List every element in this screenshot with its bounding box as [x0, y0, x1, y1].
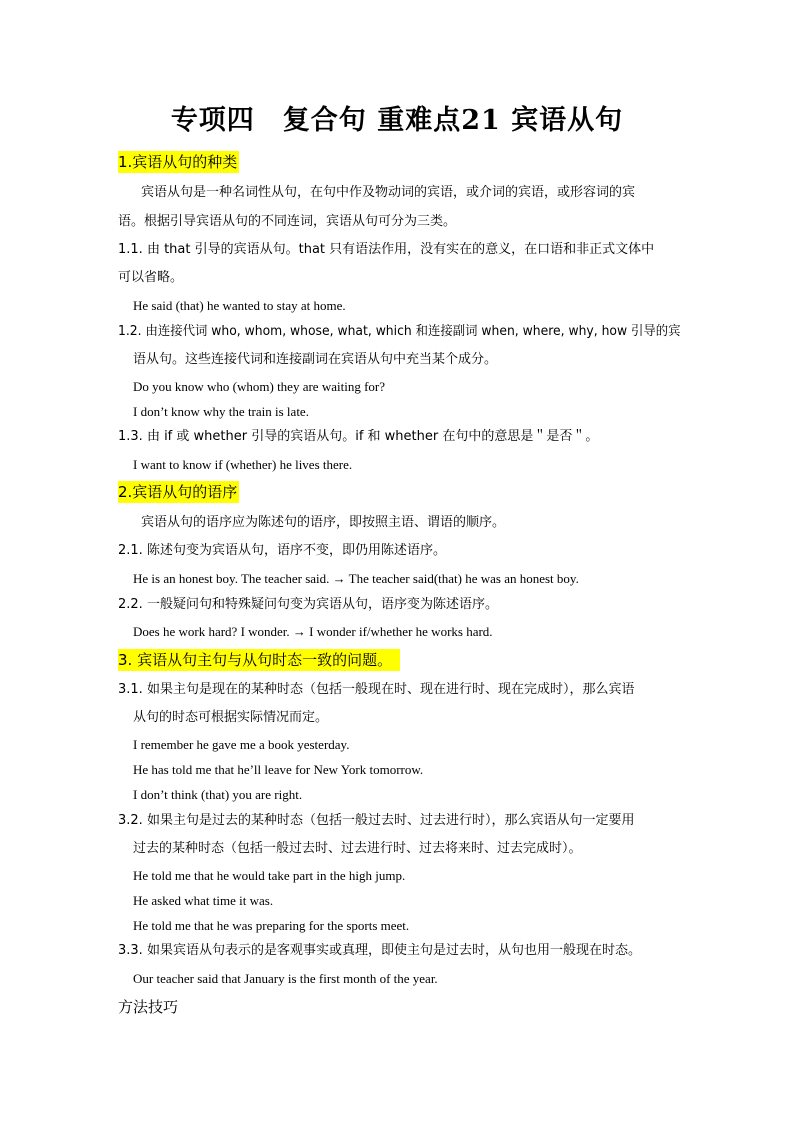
item-3-2-line-2: 过去的某种时态（包括一般过去时、过去进行时、过去将来时、过去完成时）。 — [133, 841, 582, 856]
section-1-heading: 1.宾语从句的种类 — [118, 153, 238, 171]
page-title: 专项四 复合句 重难点21 宾语从句 — [170, 105, 624, 136]
example-3-1-c: I don’t think (that) you are right. — [133, 787, 303, 802]
item-3-1-line-2: 从句的时态可根据实际情况而定。 — [133, 710, 329, 725]
example-3-2-b: He asked what time it was. — [133, 893, 274, 908]
section-1-intro-line-2: 语。根据引导宾语从句的不同连词，宾语从句可分为三类。 — [118, 214, 457, 229]
example-2-2: Does he work hard? I wonder. → I wonder if/whether he works hard. — [133, 624, 493, 639]
example-3-1-a: I remember he gave me a book yesterday. — [133, 737, 350, 752]
example-3-1-b: He has told me that he’ll leave for New York tomorrow. — [133, 762, 424, 777]
methods-heading: 方法技巧 — [118, 998, 179, 1016]
example-1-2-a: Do you know who (whom) they are waiting for? — [133, 379, 385, 394]
item-3-1-line-1: 3.1. 如果主句是现在的某种时态（包括一般现在时、现在进行时、现在完成时），那么宾语 — [118, 682, 635, 697]
example-1-3: I want to know if (whether) he lives there. — [133, 457, 353, 472]
section-1-intro-line-1: 宾语从句是一种名词性从句，在句中作及物动词的宾语，或介词的宾语，或形容词的宾 — [141, 185, 636, 200]
example-1-1: He said (that) he wanted to stay at home. — [133, 298, 346, 313]
item-1-1-line-2: 可以省略。 — [118, 270, 184, 285]
section-3-heading: 3. 宾语从句主句与从句时态一致的问题。 — [118, 649, 400, 671]
item-3-2-line-1: 3.2. 如果主句是过去的某种时态（包括一般过去时、过去进行时），那么宾语从句一定要用 — [118, 813, 635, 828]
item-1-2-line-1: 1.2. 由连接代词 who, whom, whose, what, which 和连接副词 when, where, why, how 引导的宾 — [118, 324, 681, 339]
example-3-2-a: He told me that he would take part in the high jump. — [133, 868, 406, 883]
item-1-2-line-2: 语从句。这些连接代词和连接副词在宾语从句中充当某个成分。 — [133, 352, 498, 367]
example-2-1: He is an honest boy. The teacher said. → The teacher said(that) he was an honest boy. — [133, 571, 579, 586]
item-1-1-line-1: 1.1. 由 that 引导的宾语从句。that 只有语法作用，没有实在的意义，在口语和非正式文体中 — [118, 242, 655, 257]
section-2-heading: 2.宾语从句的语序 — [118, 483, 238, 501]
item-3-3: 3.3. 如果宾语从句表示的是客观事实或真理，即使主句是过去时，从句也用一般现在时态。 — [118, 943, 641, 958]
item-2-2: 2.2. 一般疑问句和特殊疑问句变为宾语从句，语序变为陈述语序。 — [118, 597, 498, 612]
example-3-3: Our teacher said that January is the first month of the year. — [133, 971, 438, 986]
example-3-2-c: He told me that he was preparing for the sports meet. — [133, 918, 410, 933]
item-2-1: 2.1. 陈述句变为宾语从句，语序不变，即仍用陈述语序。 — [118, 543, 446, 558]
example-1-2-b: I don’t know why the train is late. — [133, 404, 309, 419]
item-1-3: 1.3. 由 if 或 whether 引导的宾语从句。if 和 whether 在句中的意思是＂是否＂。 — [118, 429, 599, 444]
section-2-intro: 宾语从句的语序应为陈述句的语序，即按照主语、谓语的顺序。 — [141, 515, 506, 530]
